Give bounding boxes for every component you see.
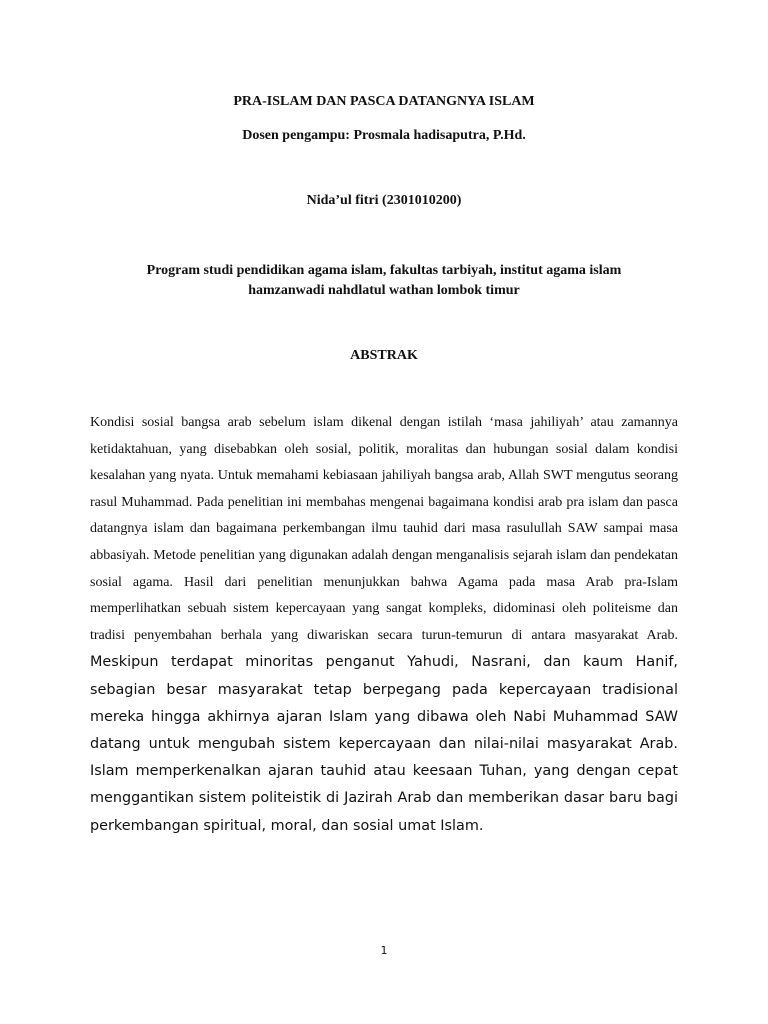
program-line-1: Program studi pendidikan agama islam, fakultas tarbiyah, institut agama islam bbox=[146, 263, 622, 278]
program-line-2: hamzanwadi nahdlatul wathan lombok timur bbox=[248, 283, 520, 298]
abstract-paragraph bbox=[90, 410, 678, 840]
program-affiliation bbox=[90, 261, 678, 301]
document-title: PRA-ISLAM DAN PASCA DATANGNYA ISLAM bbox=[233, 94, 535, 109]
author-line: Nida’ul fitri (2301010200) bbox=[306, 193, 462, 208]
abstract-heading: ABSTRAK bbox=[350, 348, 418, 363]
abstract-text-serif: Kondisi sosial bangsa arab sebelum islam dikenal dengan istilah ‘masa jahiliyah’ atau zamannya ketidaktahuan, yang disebabkan oleh sosial, politik, moralitas dan hubungan sosial dalam kondisi kesalahan yang nyata. Untuk memahami kebiasaan jahiliyah bangsa arab, Allah SWT mengutus seorang rasul Muhammad. Pada penelitian ini membahas mengenai bagaimana kondisi arab pra islam dan pasca datangnya islam dan bagaimana perkembangan ilmu tauhid dari masa rasulullah SAW sampai masa abbasiyah. Metode penelitian yang digunakan adalah dengan menganalisis sejarah islam dan pendekatan sosial agama. Hasil dari penelitian menunjukkan bahwa Agama pada masa Arab pra-Islam memperlihatkan sebuah sistem kepercayaan yang sangat kompleks, didominasi oleh politeisme dan tradisi penyembahan berhala yang diwariskan secara turun-temurun di antara masyarakat Arab. bbox=[90, 415, 678, 643]
lecturer-line: Dosen pengampu: Prosmala hadisaputra, P.Hd. bbox=[242, 128, 526, 143]
page-number: 1 bbox=[380, 944, 388, 957]
abstract-text-sans: Meskipun terdapat minoritas penganut Yahudi, Nasrani, dan kaum Hanif, sebagian besar masyarakat tetap berpegang pada kepercayaan tradisional mereka hingga akhirnya ajaran Islam yang dibawa oleh Nabi Muhammad SAW datang untuk mengubah sistem kepercayaan dan nilai-nilai masyarakat Arab. Islam memperkenalkan ajaran tauhid atau keesaan Tuhan, yang dengan cepat menggantikan sistem politeistik di Jazirah Arab dan memberikan dasar baru bagi perkembangan spiritual, moral, dan sosial umat Islam. bbox=[90, 654, 678, 834]
